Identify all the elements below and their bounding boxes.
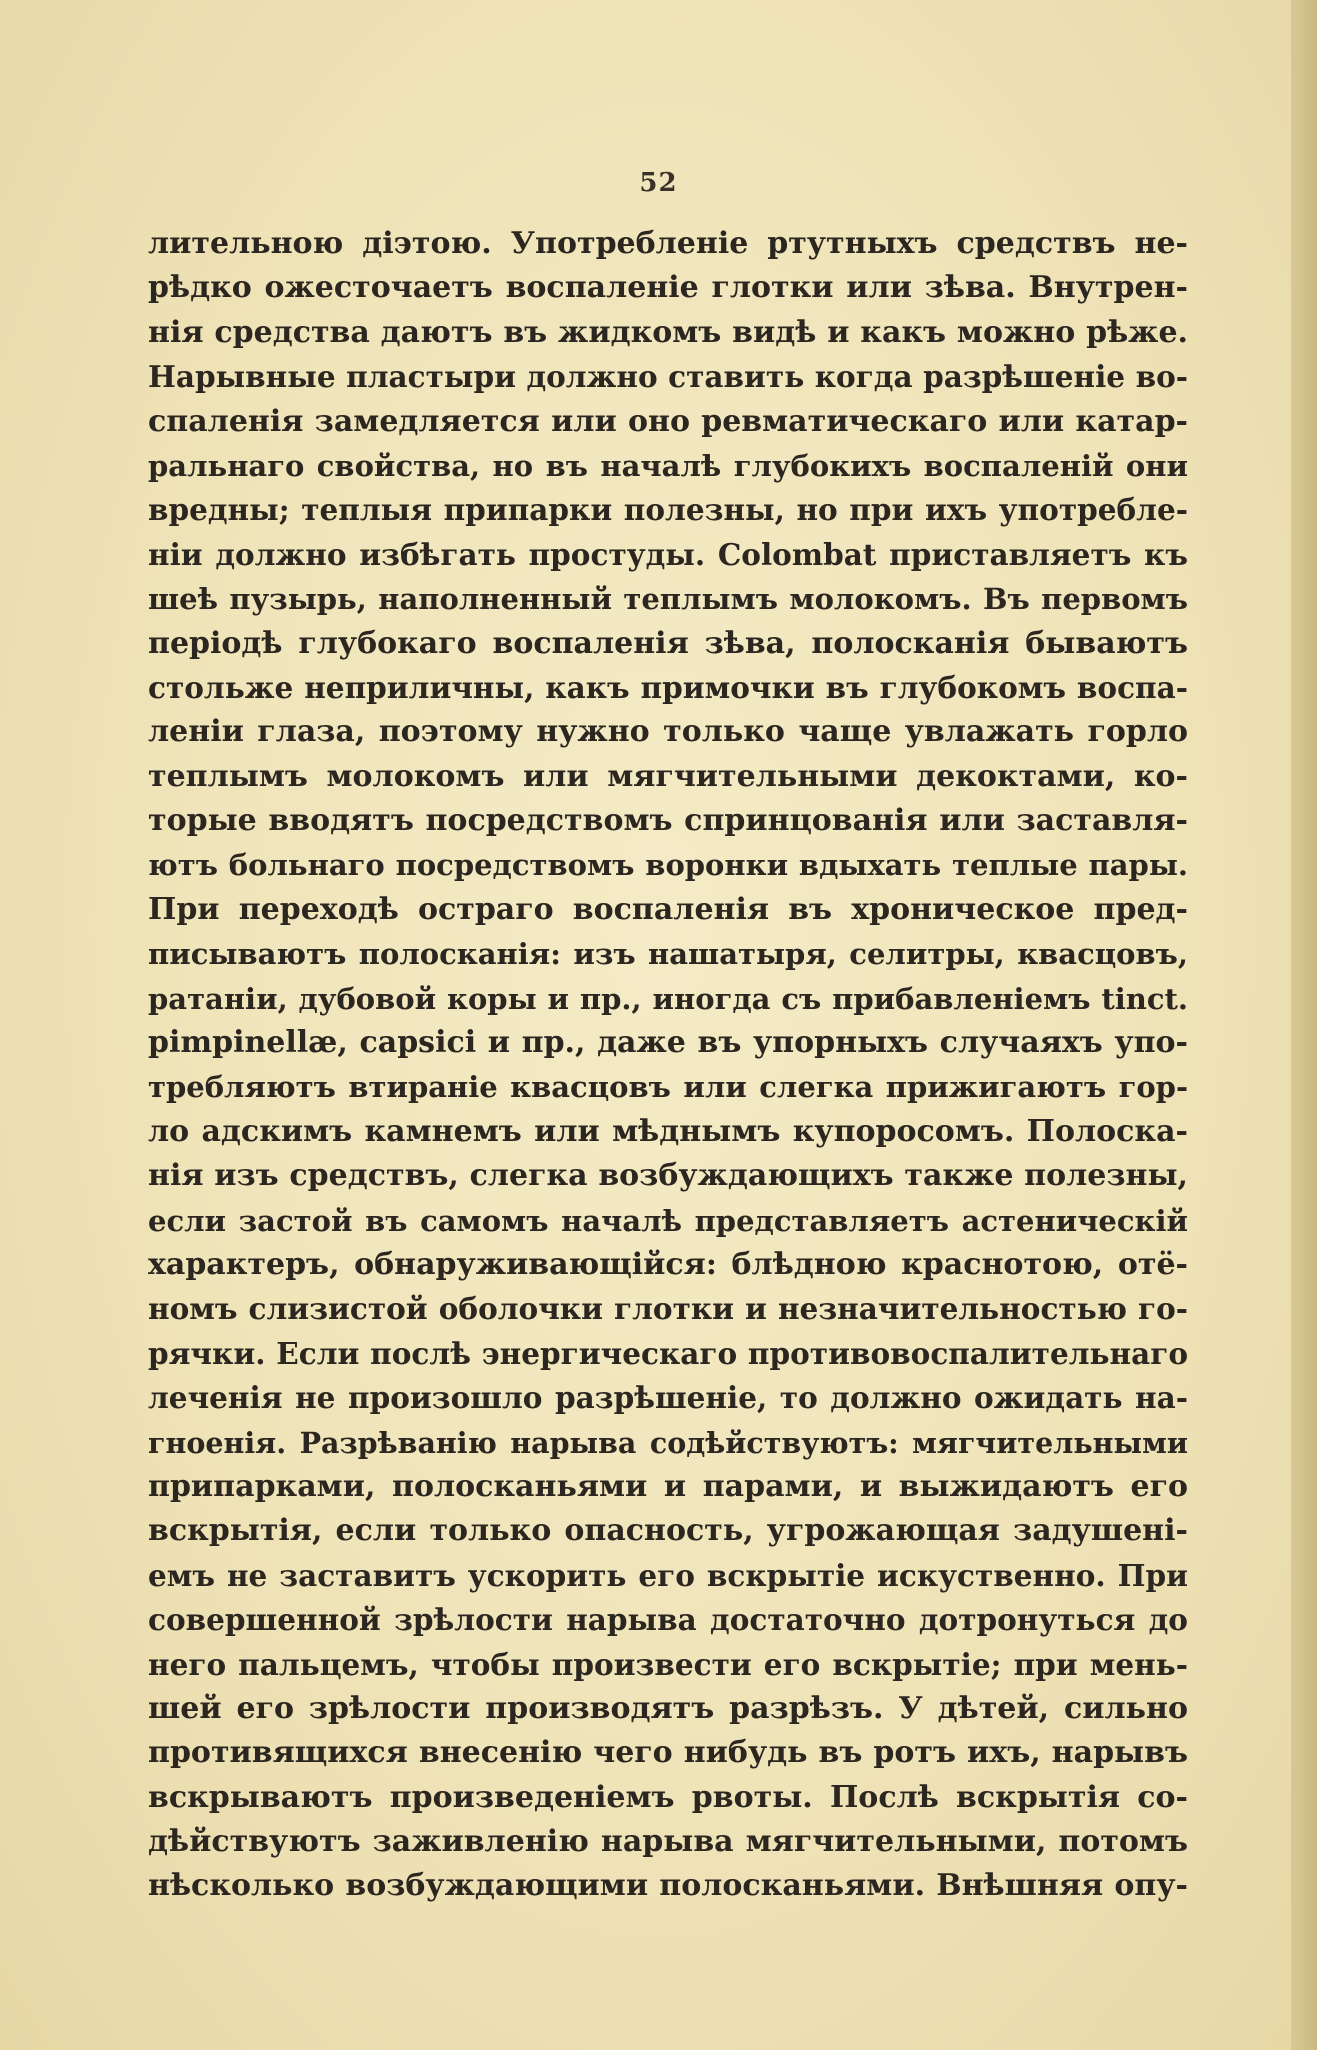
text-line: рячки. Если послѣ энергическаго противовоспалительнаго xyxy=(148,1335,1188,1371)
text-line: гноенія. Разрѣванію нарыва содѣйствуютъ: мягчительными xyxy=(148,1425,1188,1460)
text-line: вскрываютъ произведеніемъ рвоты. Послѣ вскрытія со- xyxy=(148,1779,1188,1815)
text-line: вредны; теплыя припарки полезны, но при ихъ употребле- xyxy=(148,492,1188,528)
text-line: совершенной зрѣлости нарыва достаточно дотронуться до xyxy=(148,1602,1188,1638)
text-line: припарками, полосканьями и парами, и выжидаютъ его xyxy=(148,1468,1188,1504)
text-line: характеръ, обнаруживающійся: блѣдною краснотою, отё- xyxy=(148,1246,1188,1282)
text-line: противящихся внесенію чего нибудь въ ротъ ихъ, нарывъ xyxy=(148,1735,1188,1771)
text-line: теплымъ молокомъ или мягчительными декоктами, ко- xyxy=(148,758,1188,794)
text-line: номъ слизистой оболочки глотки и незначительностью го- xyxy=(148,1291,1188,1327)
text-line: шей его зрѣлости производятъ разрѣзъ. У дѣтей, сильно xyxy=(148,1690,1188,1726)
page-number: 52 xyxy=(639,168,678,198)
text-line: Нарывные пластыри должно ставить когда разрѣшеніе во- xyxy=(148,359,1188,395)
text-line: нія изъ средствъ, слегка возбуждающихъ также полезны, xyxy=(148,1158,1188,1194)
text-line: рѣдко ожесточаетъ воспаленіе глотки или зѣва. Внутрен- xyxy=(148,270,1188,306)
text-line: нѣсколько возбуждающими полосканьями. Внѣшняя опу- xyxy=(148,1868,1188,1904)
text-line: спаленія замедляется или оно ревматическаго или катар- xyxy=(148,403,1188,439)
text-line: ніи должно избѣгать простуды. Colombat приставляетъ къ xyxy=(148,536,1188,572)
text-line: ютъ больнаго посредствомъ воронки вдыхать теплые пары. xyxy=(148,848,1188,883)
text-line: pimpinellæ, capsici и пр., даже въ упорныхъ случаяхъ упо- xyxy=(148,1025,1188,1061)
text-line: если застой въ самомъ началѣ представляетъ астеническій xyxy=(148,1203,1188,1238)
text-line: нія средства даютъ въ жидкомъ видѣ и какъ можно рѣже. xyxy=(148,314,1188,350)
text-line: дѣйствуютъ заживленію нарыва мягчительными, потомъ xyxy=(148,1824,1188,1860)
text-line: писываютъ полосканія: изъ нашатыря, селитры, квасцовъ, xyxy=(148,937,1188,972)
text-line: леченія не произошло разрѣшеніе, то должно ожидать на- xyxy=(148,1380,1188,1416)
text-line: стольже неприличны, какъ примочки въ глубокомъ воспа- xyxy=(148,669,1188,705)
text-line: него пальцемъ, чтобы произвести его вскрытіе; при мень- xyxy=(148,1646,1188,1682)
text-line: требляютъ втираніе квасцовъ или слегка прижигаютъ гор- xyxy=(148,1070,1188,1105)
text-line: емъ не заставитъ ускорить его вскрытіе искуственно. При xyxy=(148,1557,1188,1593)
text-line: лительною діэтою. Употребленіе ртутныхъ средствъ не- xyxy=(148,226,1188,261)
text-line: леніи глаза, поэтому нужно только чаще увлажать горло xyxy=(148,714,1188,750)
text-line: ло адскимъ камнемъ или мѣднымъ купоросомъ. Полоска- xyxy=(148,1113,1188,1149)
text-line: ральнаго свойства, но въ началѣ глубокихъ воспаленій они xyxy=(148,448,1188,483)
text-line: шеѣ пузырь, наполненный теплымъ молокомъ. Въ первомъ xyxy=(148,582,1188,617)
body-text xyxy=(148,222,1188,1909)
text-line: торые вводятъ посредствомъ спринцованія или заставля- xyxy=(148,803,1188,839)
text-line: При переходѣ остраго воспаленія въ хроническое пред- xyxy=(148,891,1188,927)
text-line: періодѣ глубокаго воспаленія зѣва, полосканія бываютъ xyxy=(148,625,1188,661)
text-line: ратаніи, дубовой коры и пр., иногда съ прибавленіемъ tinct. xyxy=(148,981,1188,1016)
page-edge-shadow xyxy=(1291,0,1317,2050)
text-line: вскрытія, если только опасность, угрожающая задушені- xyxy=(148,1513,1188,1549)
